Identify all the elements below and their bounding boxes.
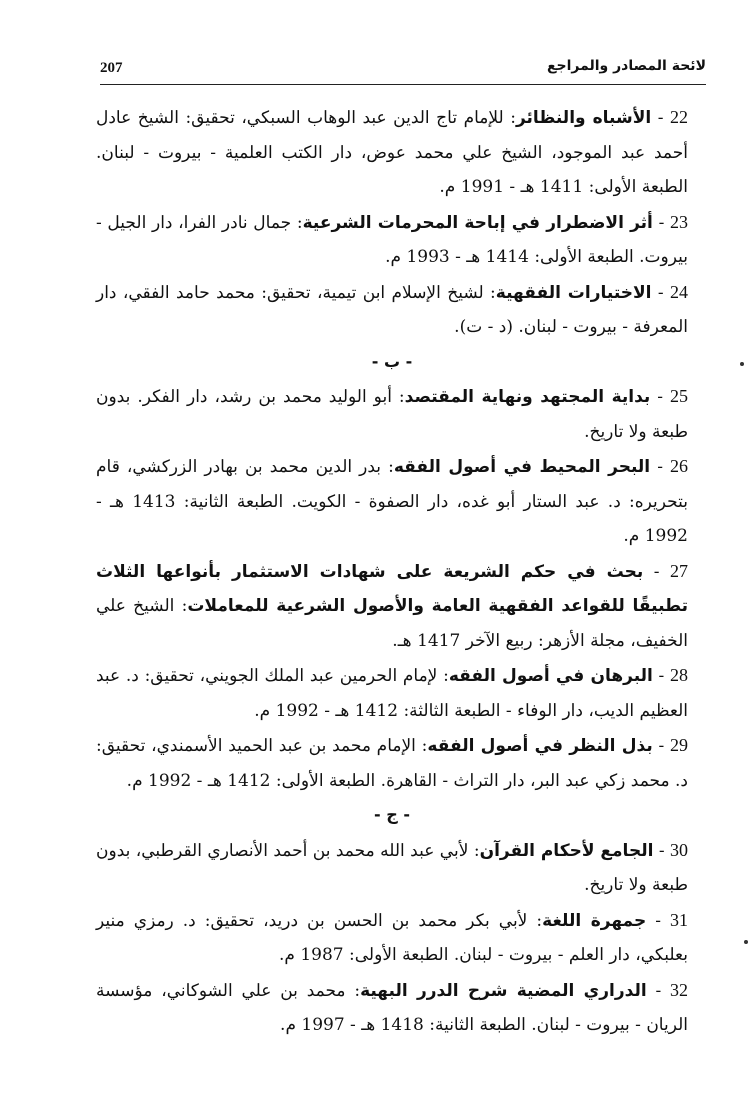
entry-title: البحر المحيط في أصول الفقه — [393, 457, 651, 477]
entry-number: 24 — [669, 281, 688, 302]
bibliography-entry: 29 - بذل النظر في أصول الفقه: الإمام محمد بن عبد الحميد الأسمندي، تحقيق: د. محمد زكي عبد البر، دار التراث - القاهرة. الطبعة الأولى: 1412 هـ - 1992 م. — [96, 735, 688, 791]
page-number: 207 — [100, 60, 123, 76]
entry-title: الاختيارات الفقهية — [495, 282, 652, 303]
page-header — [100, 54, 706, 85]
bibliography-entry: 27 - بحث في حكم الشريعة على شهادات الاستثمار بأنواعها الثلاث تطبيقًا للقواعد الفقهية العامة والأصول الشرعية للمعاملات: الشيخ علي الخفيف، مجلة الأزهر: ربيع الآخر 1417 هـ. — [96, 560, 688, 651]
bibliography-entry: 25 - بداية المجتهد ونهاية المقتصد: أبو الوليد محمد بن رشد، دار الفكر. بدون طبعة ولا تاريخ. — [96, 386, 689, 442]
entry-title: أثر الاضطرار في إباحة المحرمات الشرعية — [302, 212, 653, 233]
bibliography-entry: 32 - الدراري المضية شرح الدرر البهية: محمد بن علي الشوكاني، مؤسسة الريان - بيروت - لبنان. الطبعة الثانية: 1418 هـ - 1997 م. — [96, 979, 688, 1035]
entry-details: جمال نادر الفرا، دار الجيل - بيروت. الطبعة الأولى: 1414 هـ - 1993 م. — [96, 212, 688, 267]
entry-details: الإمام محمد بن عبد الحميد الأسمندي، تحقيق: د. محمد زكي عبد البر، دار التراث - القاهرة. الطبعة الأولى: 1412 هـ - 1992 م. — [96, 736, 688, 791]
entry-details: بدر الدين محمد بن بهادر الزركشي، قام بتحريره: د. عبد الستار أبو غده، دار الصفوة - الكويت. الطبعة الثانية: 1413 هـ - 1992 م. — [96, 457, 688, 546]
bibliography-entry: 23 - أثر الاضطرار في إباحة المحرمات الشرعية: جمال نادر الفرا، دار الجيل - بيروت. الطبعة الأولى: 1414 هـ - 1993 م. — [96, 211, 688, 267]
section-letter: - ج - — [374, 805, 410, 824]
scan-speck — [740, 362, 744, 366]
bibliography-entry: 28 - البرهان في أصول الفقه: لإمام الحرمين عبد الملك الجويني، تحقيق: د. عبد العظيم الديب، دار الوفاء - الطبعة الثالثة: 1412 هـ - 1992 م. — [96, 665, 688, 721]
entry-number: 25 — [670, 386, 689, 406]
entry-title: الدراري المضية شرح الدرر البهية — [360, 980, 647, 1001]
entry-number: 29 — [670, 735, 688, 755]
entry-title: جمهرة اللغة — [542, 910, 647, 931]
entry-details: لشيخ الإسلام ابن تيمية، تحقيق: محمد حامد الفقي، دار المعرفة - بيروت - لبنان. (د - ت). — [96, 282, 688, 337]
entry-title: البرهان في أصول الفقه — [448, 666, 653, 686]
entry-title: بداية المجتهد ونهاية المقتصد — [404, 387, 651, 407]
bibliography-entry: 30 - الجامع لأحكام القرآن: لأبي عبد الله محمد بن أحمد الأنصاري القرطبي، بدون طبعة ولا تاريخ. — [96, 839, 689, 895]
bibliography-entry: 22 - الأشباه والنظائر: للإمام تاج الدين عبد الوهاب السبكي، تحقيق: الشيخ عادل أحمد عبد الموجود، الشيخ علي محمد عوض، دار الكتب العلمية - بيروت - لبنان. الطبعة الأولى: 1411 هـ - 1991 م. — [96, 107, 688, 197]
bibliography-entry: 31 - جمهرة اللغة: لأبي بكر محمد بن الحسن بن دريد، تحقيق: د. رمزي منير بعلبكي، دار العلم - بيروت - لبنان. الطبعة الأولى: 1987 م. — [96, 909, 688, 965]
bibliography-entry: 24 - الاختيارات الفقهية: لشيخ الإسلام ابن تيمية، تحقيق: محمد حامد الفقي، دار المعرفة - بيروت - لبنان. (د - ت). — [96, 281, 688, 337]
entry-details: لأبي بكر محمد بن الحسن بن دريد، تحقيق: د. رمزي منير بعلبكي، دار العلم - بيروت - لبنان. الطبعة الأولى: 1987 م. — [96, 910, 688, 965]
bibliography-entry: 26 - البحر المحيط في أصول الفقه: بدر الدين محمد بن بهادر الزركشي، قام بتحريره: د. عبد الستار أبو غده، دار الصفوة - الكويت. الطبعة الثانية: 1413 هـ - 1992 م. — [96, 456, 688, 546]
bibliography-list — [96, 100, 688, 1043]
entry-details: لأبي عبد الله محمد بن أحمد الأنصاري القرطبي، بدون طبعة ولا تاريخ. — [96, 840, 688, 895]
entry-details: للإمام تاج الدين عبد الوهاب السبكي، تحقيق: الشيخ عادل أحمد عبد الموجود، الشيخ علي محمد عوض، دار الكتب العلمية - بيروت - لبنان. الطبعة الأولى: 1411 هـ - 1991 م. — [96, 108, 688, 197]
running-title: لائحة المصادر والمراجع — [546, 58, 706, 74]
entry-title: بحث في حكم الشريعة على شهادات الاستثمار بأنواعها الثلاث تطبيقًا للقواعد الفقهية العامة والأصول الشرعية للمعاملات — [96, 561, 688, 616]
entry-details: أبو الوليد محمد بن رشد، دار الفكر. بدون طبعة ولا تاريخ. — [96, 387, 688, 442]
entry-number: 26 — [670, 456, 688, 476]
entry-number: 31 — [670, 909, 688, 930]
entry-details: محمد بن علي الشوكاني، مؤسسة الريان - بيروت - لبنان. الطبعة الثانية: 1418 هـ - 1997 م. — [96, 980, 688, 1035]
entry-details: لإمام الحرمين عبد الملك الجويني، تحقيق: د. عبد العظيم الديب، دار الوفاء - الطبعة الثالثة: 1412 هـ - 1992 م. — [96, 666, 688, 721]
entry-number: 27 — [670, 560, 688, 581]
entry-number: 30 — [670, 839, 689, 860]
entry-title: الجامع لأحكام القرآن — [479, 840, 654, 861]
entry-number: 23 — [670, 211, 688, 232]
scan-speck — [744, 940, 748, 944]
entry-title: بذل النظر في أصول الفقه — [427, 736, 653, 756]
entry-details: الشيخ علي الخفيف، مجلة الأزهر: ربيع الآخر 1417 هـ. — [96, 596, 688, 651]
section-letter: - ب - — [371, 351, 413, 371]
entry-title: الأشباه والنظائر — [515, 108, 652, 128]
entry-number: 22 — [669, 107, 688, 127]
entry-number: 28 — [670, 665, 688, 685]
entry-number: 32 — [670, 979, 688, 1000]
